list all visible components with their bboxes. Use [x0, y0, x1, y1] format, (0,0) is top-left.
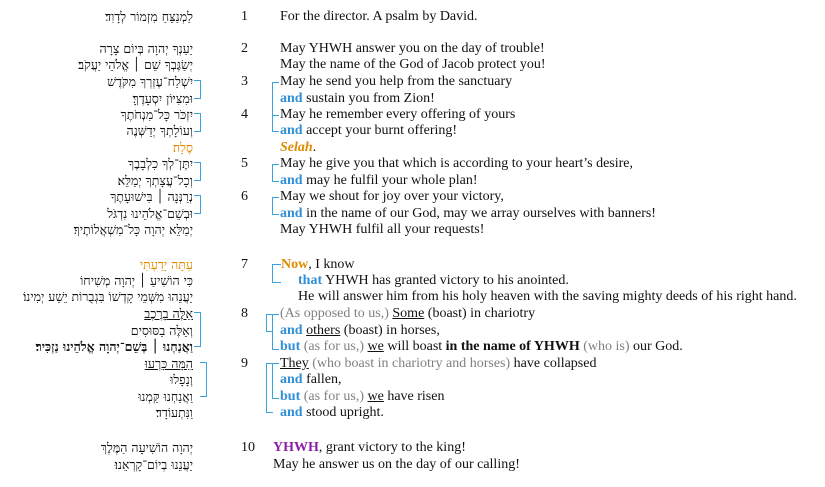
english-text: our God. [629, 339, 683, 354]
hebrew-line: יִשְׁלַח־עֶזְרְךָ מִקֹּדֶשׁ [107, 74, 193, 89]
english-line: He will answer him from his holy heaven with the saving mighty deeds of his right hand. [298, 289, 797, 304]
english-text: , I know [308, 257, 355, 272]
english-line [280, 123, 457, 139]
conjunction: and [280, 372, 303, 387]
english-text: in the name of our God, may we array ourselves with banners! [302, 206, 656, 221]
conjunction: and [280, 323, 303, 338]
subject-word: we [367, 339, 384, 354]
structure-bracket [200, 362, 207, 397]
hebrew-line: יַעֲנֵנוּ בְיוֹם־קָרְאֵנוּ׃ [114, 457, 193, 472]
english-text: (boast) in chariotry [424, 306, 536, 321]
punct: . [312, 140, 317, 155]
english-line [280, 405, 384, 421]
english-text: , grant victory to the king! [318, 440, 466, 455]
verse-number: 4 [241, 107, 248, 122]
structure-bracket [272, 264, 281, 283]
subject-word: others [306, 323, 341, 338]
verse-number: 9 [241, 356, 248, 371]
gloss: (as for us,) [300, 339, 368, 354]
verse-number: 6 [241, 189, 248, 204]
gloss: (as for us,) [300, 389, 368, 404]
english-line [298, 273, 569, 289]
english-line: May he remember every offering of yours [280, 107, 516, 122]
hebrew-line: יְשַׂגֶּבְךָ שֵׁם ׀ אֱלֹהֵי יַעֲקֹב׃ [78, 57, 193, 72]
hebrew-line: נְרַנְּנָה ׀ בִּישׁוּעָתֶךָ [110, 189, 193, 204]
english-text: (boast) in horses, [340, 323, 440, 338]
hebrew-line: עַתָּה יָדַעְתִּי [139, 257, 193, 272]
hebrew-line: יַעֲנֵהוּ מִשְּׁמֵי קָדְשׁוֹ בִּגְבֻרוֹת יֵשַׁע יְמִינוֹ׃ [23, 289, 193, 304]
structure-bracket [194, 80, 201, 99]
structure-bracket [272, 164, 279, 182]
conjunction: but [280, 389, 301, 404]
hebrew-line: הֵמָּה כָּרְעוּ [144, 356, 193, 371]
hebrew-line: וְאֵלֶּה בַסּוּסִים [130, 323, 193, 338]
english-line [280, 206, 656, 222]
hebrew-line: יְמַלֵּא יְהוָה כָּל־מִשְׁאֲלוֹתֶיךָ׃ [73, 222, 193, 237]
english-line: May YHWH fulfil all your requests! [280, 222, 485, 237]
english-text: stood upright. [302, 405, 384, 420]
english-line: May we shout for joy over your victory, [280, 189, 504, 204]
english-line: May YHWH answer you on the day of trouble! [280, 41, 545, 56]
english-text: YHWH has granted victory to his anointed. [322, 273, 569, 288]
english-text: may he fulfil your whole plan! [302, 173, 478, 188]
conjunction: and [280, 173, 303, 188]
verse-number: 5 [241, 156, 248, 171]
verse-number: 2 [241, 41, 248, 56]
english-text: fallen, [302, 372, 342, 387]
conjunction: and [280, 123, 303, 138]
hebrew-line: יִזְכֹּר כָּל־מִנְחֹתֶךָ [120, 107, 193, 122]
english-line [280, 323, 440, 339]
hebrew-line: לַמְנַצֵּחַ מִזְמוֹר לְדָוִד׃ [105, 9, 193, 24]
english-text: will boast [383, 339, 446, 354]
verse-number: 10 [241, 440, 255, 455]
conjunction: and [280, 405, 303, 420]
hebrew-line: יְהוָה הוֹשִׁיעָה הַמֶּלֶךְ [100, 440, 193, 455]
hebrew-line: יַעַנְךָ יְהוָה בְּיוֹם צָרָה [99, 41, 193, 56]
hebrew-line: וְנָפָלוּ [170, 372, 193, 387]
emphasis: in the name of YHWH [445, 339, 580, 354]
subject-word: They [280, 356, 309, 371]
conjunction: that [298, 273, 323, 288]
structure-bracket [272, 314, 279, 350]
hebrew-line: אֵלֶּה בָרֶכֶב [144, 306, 193, 321]
selah-word: Selah [280, 140, 313, 155]
english-line [281, 257, 355, 273]
english-line [280, 339, 683, 355]
gloss: (who is) [579, 339, 630, 354]
hebrew-line: וּמִצִּיּוֹן יִסְעָדֶךָּ׃ [132, 91, 193, 106]
structure-bracket [272, 197, 279, 215]
english-line [280, 173, 478, 189]
gloss: (who boast in chariotry and horses) [308, 356, 511, 371]
verse-number: 7 [241, 257, 248, 272]
hebrew-line: כִּי הוֹשִׁיעַ ׀ יְהוָה מְשִׁיחוֹ [80, 273, 193, 288]
subject-word: we [367, 389, 384, 404]
gloss: (As opposed to us,) [280, 306, 393, 321]
english-text: have collapsed [510, 356, 597, 371]
verse-number: 8 [241, 306, 248, 321]
verse-number: 3 [241, 74, 248, 89]
english-line [280, 140, 316, 156]
hebrew-line: סֶלָה׃ [172, 140, 193, 155]
conjunction: and [280, 206, 303, 221]
english-line: May he send you help from the sanctuary [280, 74, 513, 89]
english-line [280, 356, 596, 372]
verse-number: 1 [241, 9, 248, 24]
english-text: accept your burnt offering! [302, 123, 458, 138]
english-line [273, 440, 466, 456]
structure-bracket [194, 162, 201, 181]
english-line [280, 372, 341, 388]
hebrew-line: וּבְשֵׁם־אֱלֹהֵינוּ נִדְגֹּל [107, 206, 193, 221]
english-line [280, 91, 435, 107]
divine-name: YHWH [273, 440, 319, 455]
structure-bracket [194, 113, 201, 132]
structure-bracket [272, 363, 279, 399]
hebrew-line: וַנִּתְעוֹדָד׃ [155, 405, 193, 420]
structure-bracket [266, 363, 273, 413]
now-word: Now [281, 257, 309, 272]
structure-bracket [272, 115, 279, 132]
english-line: For the director. A psalm by David. [280, 9, 478, 24]
hebrew-line: יִתֶּן־לְךָ כִלְבָבֶךָ [128, 156, 193, 171]
structure-bracket [266, 314, 273, 332]
hebrew-line: וְעוֹלָתְךָ יְדַשְּׁנֶה [126, 123, 193, 138]
structure-bracket [194, 195, 201, 214]
english-line: May he answer us on the day of our calling! [273, 457, 520, 472]
hebrew-line: וַאֲנַחְנוּ ׀ בְּשֵׁם־יְהוָה אֱלֹהֵינוּ נַזְכִּיר׃ [35, 339, 193, 354]
hebrew-line: וַאֲנַחְנוּ קַּמְנוּ [138, 389, 193, 404]
conjunction: but [280, 339, 301, 354]
english-line [280, 389, 444, 405]
english-text: have risen [383, 389, 445, 404]
structure-bracket [194, 312, 201, 347]
english-text: sustain you from Zion! [302, 91, 435, 106]
english-line: May he give you that which is according to your heart’s desire, [280, 156, 634, 171]
conjunction: and [280, 91, 303, 106]
hebrew-line: וְכָל־עֲצָתְךָ יְמַלֵּא׃ [117, 173, 193, 188]
english-line [280, 306, 535, 322]
english-line: May the name of the God of Jacob protect you! [280, 57, 546, 72]
subject-word: Some [392, 306, 425, 321]
